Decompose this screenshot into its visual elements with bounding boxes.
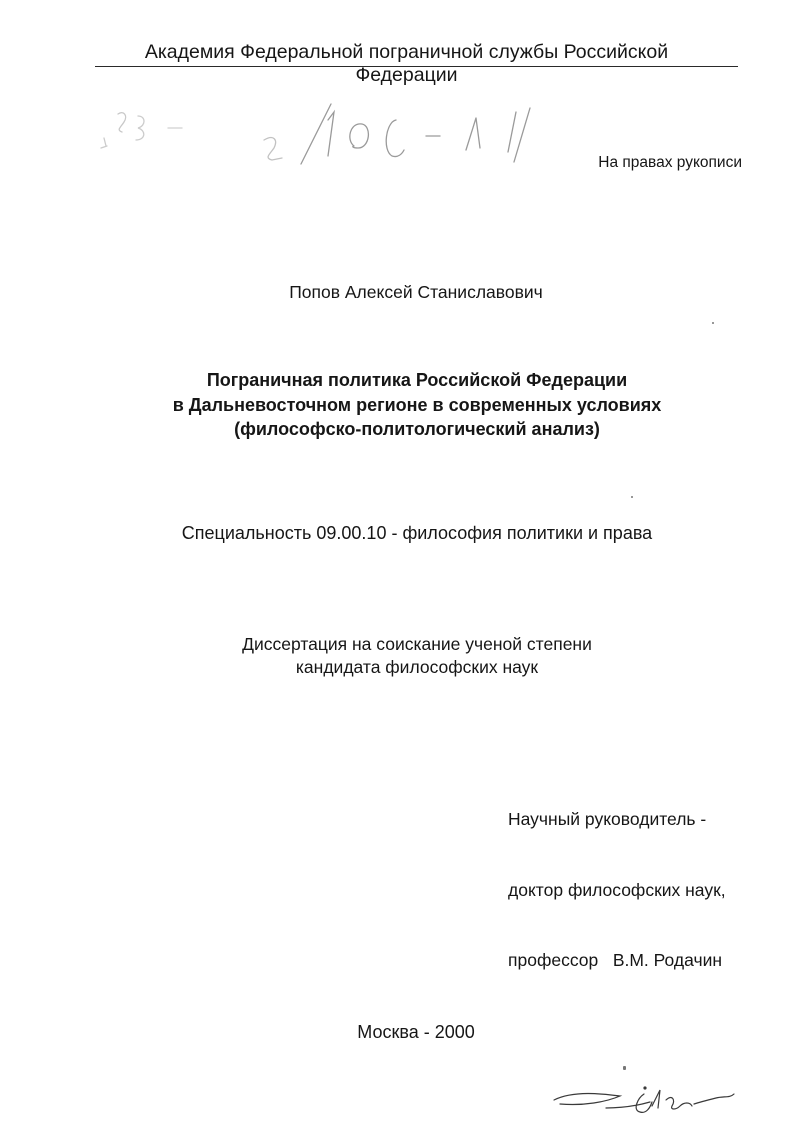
manuscript-note: На правах рукописи [598,154,742,171]
institution-name: Академия Федеральной пограничной службы Российской Федерации [144,41,669,86]
header-rule [95,66,738,67]
title-line-3: (философско-политологический анализ) [234,419,600,439]
dissertation-title [100,368,734,442]
scan-speck [712,322,714,324]
supervisor-line-3: профессор В.М. Родачин [508,950,723,970]
degree-statement [150,633,684,679]
degree-line-2: кандидата философских наук [295,657,539,677]
title-line-1: Пограничная политика Российской Федерации [206,370,628,390]
scan-speck [631,496,633,498]
supervisor-line-2: доктор философских наук, [508,879,726,900]
supervisor-line-1: Научный руководитель - [508,809,707,829]
city-year: Москва - 2000 [357,1022,475,1042]
supervisor-block [508,761,768,1020]
author-name: Попов Алексей Станиславович [289,282,543,302]
signature-mark [548,1078,748,1122]
degree-line-1: Диссертация на соискание ученой степени [242,634,592,654]
specialty-line: Специальность 09.00.10 - философия политики и права [181,523,653,543]
scan-speck [623,1066,626,1070]
title-line-2: в Дальневосточном регионе в современных условиях [172,394,662,415]
handwritten-archive-mark [96,86,576,196]
